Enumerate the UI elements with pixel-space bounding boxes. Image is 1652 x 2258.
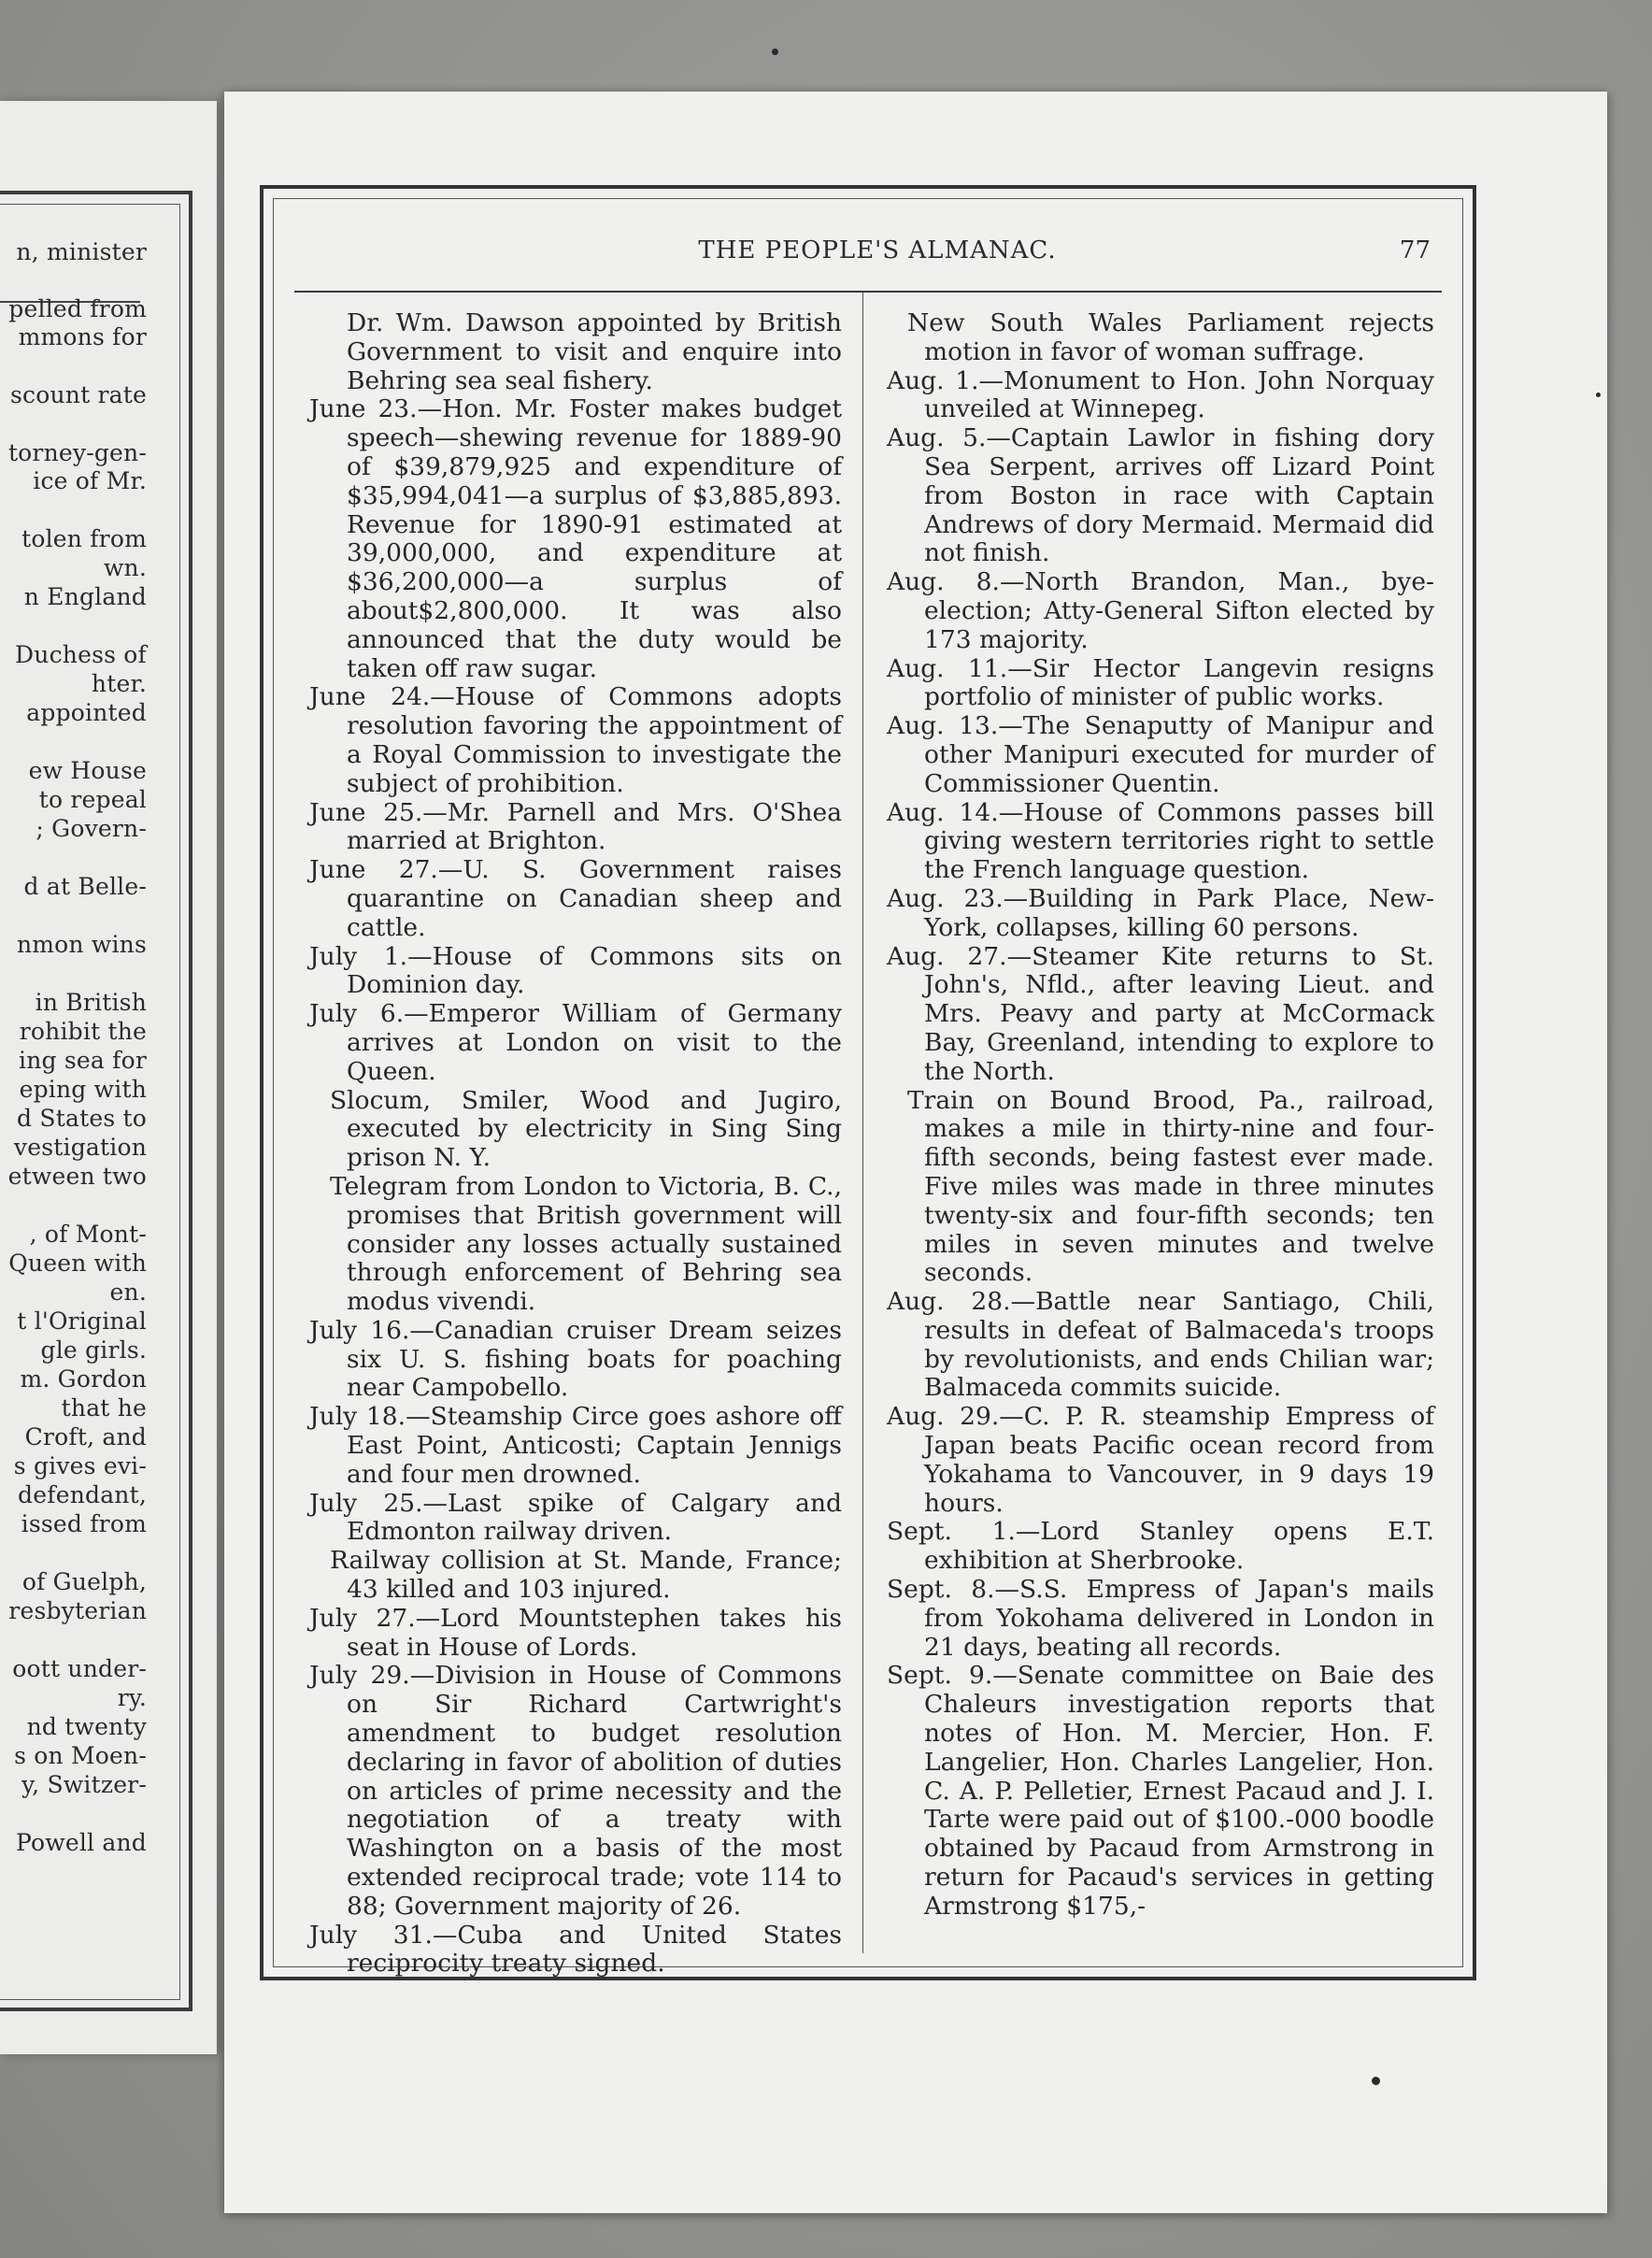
chronology-entry: Sept. 9.—Senate committee on Baie des Chaleurs investigation reports that notes of Hon. M. Mercier, Hon. F. Langelier, Hon. Charles Langelier, Hon. C. A. P. Pelletier, Ernest Pacaud and J. I. Tarte were paid out of $100.-000 boodle obtained by Pacaud from Armstrong in return for Pacaud's services in getting Armstrong $175,- xyxy=(887,1661,1434,1921)
chronology-entry: July 25.—Last spike of Calgary and Edmonton railway driven. xyxy=(309,1488,842,1547)
left-page-fragment: Powell and xyxy=(15,1829,147,1856)
chronology-entry: Telegram from London to Victoria, B. C., promises that British government will consider any losses actually sustained through enforcement of Behring sea modus vivendi. xyxy=(330,1171,842,1317)
chronology-entry: Aug. 1.—Monument to Hon. John Norquay unveiled at Winnepeg. xyxy=(887,365,1434,424)
chronology-entry: New South Wales Parliament rejects motion in favor of woman suffrage. xyxy=(907,308,1434,366)
left-page-fragment: Queen with xyxy=(8,1250,147,1277)
left-page-fragment: in British xyxy=(35,989,147,1016)
chronology-entry: July 27.—Lord Mountstephen takes his seat in House of Lords. xyxy=(309,1603,842,1662)
left-page-fragment: of Guelph, xyxy=(21,1568,147,1595)
left-page-fragment: nd twenty xyxy=(26,1713,147,1740)
chronology-entry: Aug. 27.—Steamer Kite returns to St. John's, Nfld., after leaving Lieut. and Mrs. Peavy and party at McCormack Bay, Greenland, intending to explore to the North. xyxy=(887,941,1434,1086)
chronology-entry: Aug. 29.—C. P. R. steamship Empress of Japan beats Pacific ocean record from Yokahama to Vancouver, in 9 days 19 hours. xyxy=(887,1402,1434,1518)
chronology-entry: Aug. 13.—The Senaputty of Manipur and other Manipuri executed for murder of Commissioner Quentin. xyxy=(887,711,1434,798)
chronology-entry: July 31.—Cuba and United States reciprocity treaty signed. xyxy=(309,1920,842,1979)
right-column xyxy=(887,309,1434,1922)
left-page-fragment: tolen from xyxy=(21,525,147,552)
left-page-fragment: , of Mont- xyxy=(29,1221,147,1248)
chronology-entry: Aug. 5.—Captain Lawlor in fishing dory Sea Serpent, arrives off Lizard Point from Boston in race with Captain Andrews of dory Mermaid. Mermaid did not finish. xyxy=(887,423,1434,568)
left-facing-page xyxy=(0,101,217,2054)
almanac-page xyxy=(224,92,1607,2213)
left-page-fragment: resbyterian xyxy=(8,1597,147,1624)
left-page-fragment: d at Belle- xyxy=(23,873,147,900)
left-page-fragment: vestigation xyxy=(13,1134,147,1161)
left-page-fragment: y, Switzer- xyxy=(21,1771,147,1798)
left-page-fragment: en. xyxy=(109,1279,147,1306)
left-page-fragment: defendant, xyxy=(18,1481,147,1508)
page-number: 77 xyxy=(1399,236,1431,264)
left-page-fragment: to repeal xyxy=(38,786,147,813)
chronology-entry: June 25.—Mr. Parnell and Mrs. O'Shea married at Brighton. xyxy=(309,797,842,856)
left-page-fragment: rohibit the xyxy=(19,1018,147,1045)
chronology-entry: Aug. 28.—Battle near Santiago, Chili, results in defeat of Balmaceda's troops by revolutionists, and ends Chilian war; Balmaceda commits suicide. xyxy=(887,1287,1434,1403)
chronology-entry: Sept. 8.—S.S. Empress of Japan's mails from Yokohama delivered in London in 21 days, beating all records. xyxy=(887,1575,1434,1662)
left-page-fragment: ew House xyxy=(28,757,147,784)
left-page-fragment: ry. xyxy=(117,1684,147,1711)
chronology-entry: July 6.—Emperor William of Germany arrives at London on visit to the Queen. xyxy=(309,999,842,1086)
left-page-fragment: gle girls. xyxy=(40,1336,147,1364)
page-frame xyxy=(260,185,1476,1980)
chronology-entry: Railway collision at St. Mande, France; 43 killed and 103 injured. xyxy=(330,1546,842,1605)
left-page-fragment: ; Govern- xyxy=(36,815,147,842)
header-rule xyxy=(294,291,1442,293)
chronology-entry: July 16.—Canadian cruiser Dream seizes six U. S. fishing boats for poaching near Campobello. xyxy=(309,1315,842,1403)
chronology-entry: Aug. 11.—Sir Hector Langevin resigns portfolio of minister of public works. xyxy=(887,653,1434,712)
chronology-entry: July 18.—Steamship Circe goes ashore off East Point, Anticosti; Captain Jennigs and four men drowned. xyxy=(309,1402,842,1489)
left-page-fragment: s on Moen- xyxy=(14,1742,147,1769)
chronology-entry: June 23.—Hon. Mr. Foster makes budget speech—shewing revenue for 1889-90 of $39,879,925 and expenditure of $35,994,041—a surplus of $3,885,893. Revenue for 1890-91 estimated at 39,000,000, and expenditure at $36,200,000—a surplus of about$2,800,000. It was also announced that the duty would be taken off raw sugar. xyxy=(309,394,842,683)
scan-speck xyxy=(1596,393,1601,397)
chronology-entry: Dr. Wm. Dawson appointed by British Government to visit and enquire into Behring sea seal fishery. xyxy=(347,308,842,395)
left-page-fragment: wn. xyxy=(103,554,147,581)
chronology-entry: Aug. 14.—House of Commons passes bill giving western territories right to settle the French language question. xyxy=(887,797,1434,885)
left-page-fragment: Duchess of xyxy=(15,641,147,668)
chronology-entry: Slocum, Smiler, Wood and Jugiro, executed by electricity in Sing Sing prison N. Y. xyxy=(330,1085,842,1173)
left-page-fragment: scount rate xyxy=(10,381,147,408)
chronology-entry: Train on Bound Brood, Pa., railroad, makes a mile in thirty-nine and four-fifth seconds, being fastest ever made. Five miles was made in three minutes twenty-six and four-fifth seconds; ten miles in seven minutes and twelve seconds. xyxy=(907,1085,1434,1288)
scan-speck xyxy=(1372,2077,1380,2085)
left-page-fragment: ice of Mr. xyxy=(33,467,147,494)
left-page-fragment: mmons for xyxy=(18,323,147,350)
left-page-fragment: pelled from xyxy=(8,295,147,322)
left-page-fragment: d States to xyxy=(17,1105,147,1132)
left-page-fragment: etween two xyxy=(7,1163,147,1190)
left-page-fragment: t l'Original xyxy=(17,1308,147,1335)
chronology-entry: July 29.—Division in House of Commons on Sir Richard Cartwright's amendment to budget resolution declaring in favor of abolition of duties on articles of prime necessity and the negotiation of a treaty with Washington on a basis of the most extended reciprocal trade; vote 114 to 88; Government majority of 26. xyxy=(309,1661,842,1921)
left-page-fragment: hter. xyxy=(91,670,147,697)
left-column xyxy=(309,309,842,1979)
chronology-entry: Aug. 8.—North Brandon, Man., bye-election; Atty-General Sifton elected by 173 majority. xyxy=(887,567,1434,654)
left-page-fragment: s gives evi- xyxy=(13,1452,147,1479)
left-page-fragment: n England xyxy=(23,583,147,610)
chronology-entry: July 1.—House of Commons sits on Dominion day. xyxy=(309,941,842,1000)
chronology-entry: Sept. 1.—Lord Stanley opens E.T. exhibition at Sherbrooke. xyxy=(887,1517,1434,1576)
chronology-entry: Aug. 23.—Building in Park Place, New-York, collapses, killing 60 persons. xyxy=(887,883,1434,942)
left-page-fragment: oott under- xyxy=(12,1655,147,1682)
left-page-fragment: Croft, and xyxy=(24,1423,147,1451)
running-header-title: THE PEOPLE'S ALMANAC. xyxy=(698,236,1057,264)
scan-speck xyxy=(772,49,778,55)
running-header xyxy=(274,236,1462,274)
left-page-fragment: that he xyxy=(61,1394,147,1422)
left-page-fragment: eping with xyxy=(19,1076,147,1103)
left-page-fragment: nmon wins xyxy=(16,931,147,958)
left-page-fragment: appointed xyxy=(26,699,147,726)
left-page-fragment: m. Gordon xyxy=(20,1365,147,1393)
page-frame-inner xyxy=(273,198,1463,1979)
chronology-entry: June 24.—House of Commons adopts resolution favoring the appointment of a Royal Commission to investigate the subject of prohibition. xyxy=(309,682,842,798)
left-page-fragment: n, minister xyxy=(16,238,147,265)
left-page-fragment: torney-gen- xyxy=(7,439,147,466)
left-page-fragment: ing sea for xyxy=(19,1047,147,1074)
left-page-fragment: issed from xyxy=(21,1510,147,1537)
column-divider xyxy=(862,293,863,1953)
chronology-entry: June 27.—U. S. Government raises quarantine on Canadian sheep and cattle. xyxy=(309,855,842,942)
